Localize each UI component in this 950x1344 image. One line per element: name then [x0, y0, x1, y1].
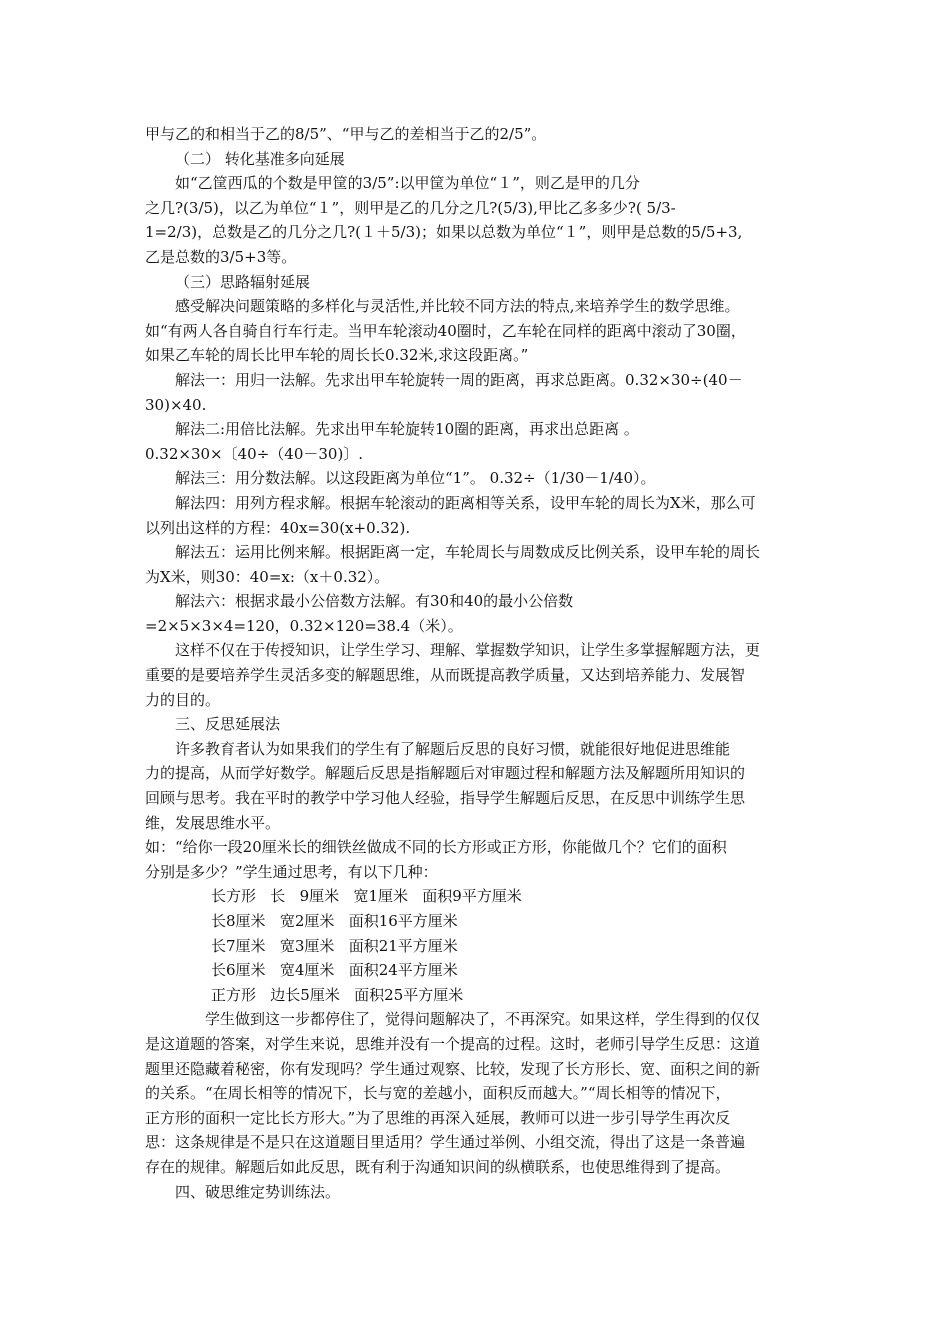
text-line: 长方形 长 9厘米 宽1厘米 面积9平方厘米 [211, 887, 522, 906]
text-line: 思：这条规律是不是只在这道题目里适用？学生通过举例、小组交流，得出了这是一条普遍 [145, 1133, 746, 1152]
text-line: 重要的是要培养学生灵活多变的解题思维，从而既提高教学质量，又达到培养能力、发展智 [145, 666, 746, 685]
text-line: 0.32×30×〔40÷（40－30)〕. [145, 444, 364, 463]
text-line: 解法三：用分数法解。以这段距离为单位“1”。 0.32÷（1/30－1/40）。 [175, 469, 656, 488]
text-line: 以列出这样的方程：40x=30(x+0.32). [145, 518, 411, 537]
text-line: 三、反思延展法 [175, 715, 281, 734]
text-line: 回顾与思考。我在平时的教学中学习他人经验，指导学生解题后反思，在反思中训练学生思 [145, 789, 746, 808]
text-line: 长8厘米 宽2厘米 面积16平方厘米 [211, 912, 458, 930]
text-line: 如果乙车轮的周长比甲车轮的周长长0.32米,求这段距离。” [145, 346, 529, 365]
text-line: 如“乙筐西瓜的个数是甲筐的3/5”:以甲筐为单位“１”，则乙是甲的几分 [175, 174, 640, 193]
text-line: 为X米，则30：40=x:（x＋0.32）。 [145, 567, 390, 586]
text-line: （二） 转化基准多向延展 [175, 149, 345, 168]
text-line: =2×5×3×4=120，0.32×120=38.4（米）。 [145, 616, 463, 635]
document-body [145, 122, 810, 1204]
text-line: 长7厘米 宽3厘米 面积21平方厘米 [211, 936, 458, 955]
text-line: 解法六：根据求最小公倍数方法解。有30和40的最小公倍数 [175, 592, 574, 611]
text-line: 感受解决问题策略的多样化与灵活性,并比较不同方法的特点,来培养学生的数学思维。 [175, 297, 740, 316]
text-line: 30)×40. [145, 395, 207, 414]
text-line: 如“有两人各自骑自行车行走。当甲车轮滚动40圈时，乙车轮在同样的距离中滚动了30圈， [145, 321, 746, 340]
text-line: 学生做到这一步都停住了，觉得问题解决了，不再深究。如果这样，学生得到的仅仅 [205, 1010, 761, 1029]
text-line: 正方形的面积一定比长方形大。”为了思维的再深入延展，教师可以进一步引导学生再次反 [145, 1108, 731, 1127]
text-line: 解法一：用归一法解。先求出甲车轮旋转一周的距离，再求总距离。0.32×30÷(40－ [175, 370, 743, 389]
text-line: 分别是多少？”学生通过思考，有以下几种： [145, 862, 438, 881]
text-line: 长6厘米 宽4厘米 面积24平方厘米 [211, 961, 458, 980]
text-line: 之几?(3/5)，以乙为单位“１”，则甲是乙的几分之几?(5/3),甲比乙多多少?( 5/3- [145, 198, 676, 217]
text-line: 的关系。“在周长相等的情况下，长与宽的差越小，面积反而越大。”“周长相等的情况下， [145, 1084, 731, 1103]
text-line: 1=2/3)，总数是乙的几分之几?(１＋5/3)；如果以总数为单位“１”，则甲是总数的5/5+3, [145, 223, 743, 242]
text-line: （三）思路辐射延展 [175, 272, 311, 291]
text-line: 乙是总数的3/5+3等。 [145, 247, 297, 266]
text-line: 力的目的。 [145, 690, 221, 709]
text-line: 解法二:用倍比法解。先求出甲车轮旋转10圈的距离，再求出总距离 。 [175, 420, 639, 439]
text-line: 力的提高，从而学好数学。解题后反思是指解题后对审题过程和解题方法及解题所用知识的 [145, 764, 746, 783]
text-line: 解法四：用列方程求解。根据车轮滚动的距离相等关系，设甲车轮的周长为X米，那么可 [175, 493, 756, 512]
text-line: 存在的规律。解题后如此反思，既有利于沟通知识间的纵横联系，也使思维得到了提高。 [145, 1157, 731, 1176]
text-line: 解法五：运用比例来解。根据距离一定，车轮周长与周数成反比例关系，设甲车轮的周长 [175, 543, 761, 562]
text-line: 正方形 边长5厘米 面积25平方厘米 [211, 985, 464, 1004]
text-line: 许多教育者认为如果我们的学生有了解题后反思的良好习惯，就能很好地促进思维能 [175, 739, 731, 758]
text-line: 维，发展思维水平。 [145, 813, 281, 832]
text-line: 四、破思维定势训练法。 [175, 1182, 341, 1201]
text-line: 这样不仅在于传授知识，让学生学习、理解、掌握数学知识，让学生多掌握解题方法，更 [175, 641, 761, 660]
text-line: 题里还隐藏着秘密，你有发现吗？学生通过观察、比较，发现了长方形长、宽、面积之间的新 [145, 1059, 761, 1078]
text-line: 是这道题的答案，对学生来说，思维并没有一个提高的过程。这时，老师引导学生反思：这道 [145, 1034, 761, 1053]
text-line: 甲与乙的和相当于乙的8/5”、“甲与乙的差相当于乙的2/5”。 [145, 125, 547, 143]
text-line: 如：“给你一段20厘米长的细铁丝做成不同的长方形或正方形，你能做几个？它们的面积 [145, 838, 727, 857]
